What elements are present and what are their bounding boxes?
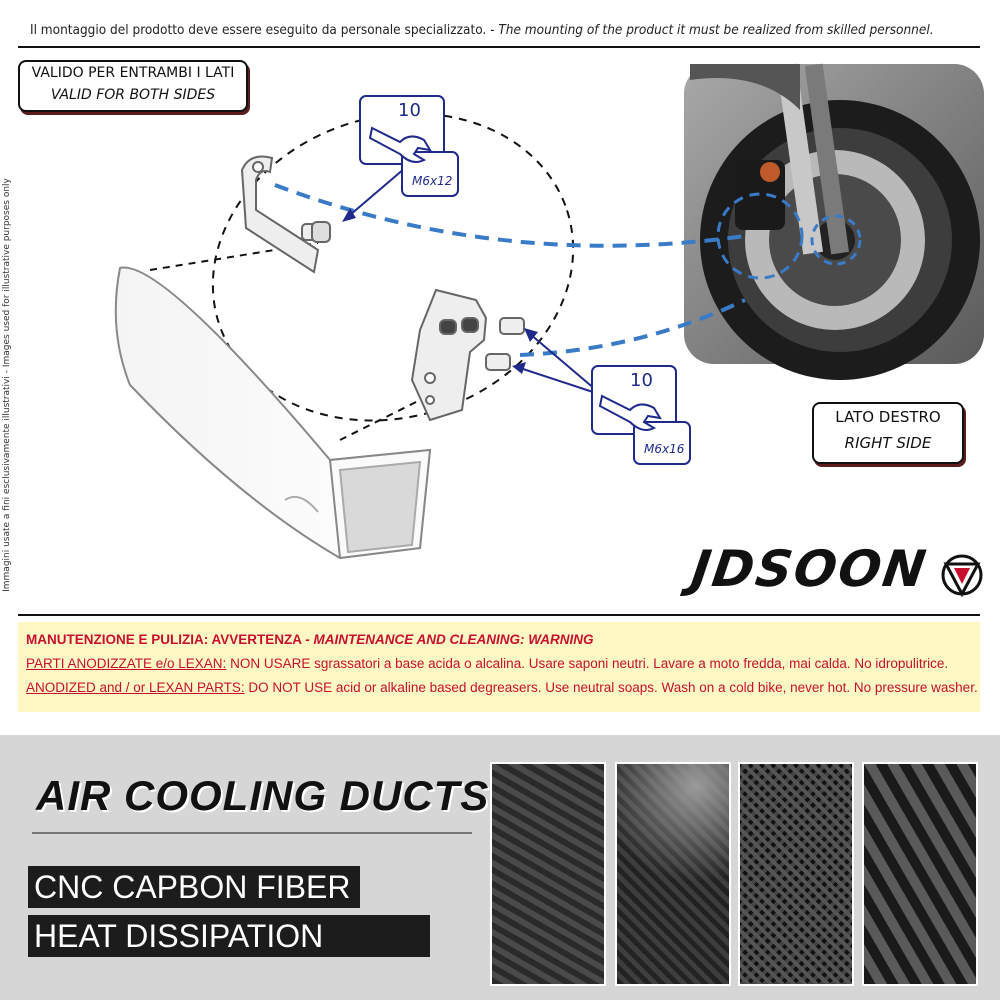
right-side-callout — [812, 402, 964, 464]
right-side-it: LATO DESTRO — [835, 408, 941, 426]
large-bracket — [412, 290, 524, 420]
brand-emblem-icon — [940, 550, 984, 600]
feature-tag-carbon: CNC CAPBON FIBER — [28, 866, 360, 908]
bolt-size-label: M6x16 — [644, 442, 685, 456]
wheel-photo — [684, 64, 984, 380]
feature-tag-heat: HEAT DISSIPATION — [28, 915, 430, 957]
warning-english: ANODIZED and / or LEXAN PARTS: DO NOT USE acid or alkaline based degreasers. Use neutral soaps. Wash on a cold bike, never hot. No pressure washer. — [26, 680, 978, 695]
connection-line-upper — [275, 185, 745, 246]
air-duct — [116, 268, 430, 558]
both-sides-callout — [18, 60, 248, 112]
installation-diagram — [0, 48, 1000, 608]
brand-logo-text: JDSOON — [687, 540, 932, 598]
maintenance-warning — [18, 622, 980, 712]
wrench-size-label: 10 — [398, 100, 421, 121]
title-underline — [32, 832, 472, 834]
warning-italian: PARTI ANODIZZATE e/o LEXAN: NON USARE sgrassatori a base acida o alcalina. Usare saponi neutri. Lavare a moto fredda, mai calda. No idropulitrice. — [26, 656, 949, 671]
illustrative-disclaimer: Immagini usate a fini esclusivamente illustrativi - Images used for illustrative purposes only — [2, 178, 12, 592]
wrench-size-label: 10 — [630, 370, 653, 391]
right-side-en: RIGHT SIDE — [844, 434, 932, 452]
arrow-upper — [350, 168, 405, 215]
small-bracket — [242, 157, 330, 273]
carbon-swatch-2 — [615, 762, 731, 986]
carbon-swatch-1 — [490, 762, 606, 986]
warning-title: MANUTENZIONE E PULIZIA: AVVERTENZA - MAINTENANCE AND CLEANING: WARNING — [26, 632, 594, 647]
mounting-note — [30, 22, 990, 38]
carbon-swatch-4 — [862, 762, 978, 986]
bolt-size-label: M6x12 — [412, 174, 453, 188]
both-sides-en: VALID FOR BOTH SIDES — [50, 87, 216, 103]
product-title: AIR COOLING DUCTS — [36, 772, 490, 819]
both-sides-it: VALIDO PER ENTRAMBI I LATI — [31, 65, 235, 81]
mounting-note-en: - The mounting of the product it must be realized from skilled personnel. — [490, 22, 934, 38]
mounting-note-it: Il montaggio del prodotto deve essere eseguito da personale specializzato. — [30, 22, 487, 38]
warning-divider — [18, 614, 980, 616]
carbon-swatch-3 — [738, 762, 854, 986]
